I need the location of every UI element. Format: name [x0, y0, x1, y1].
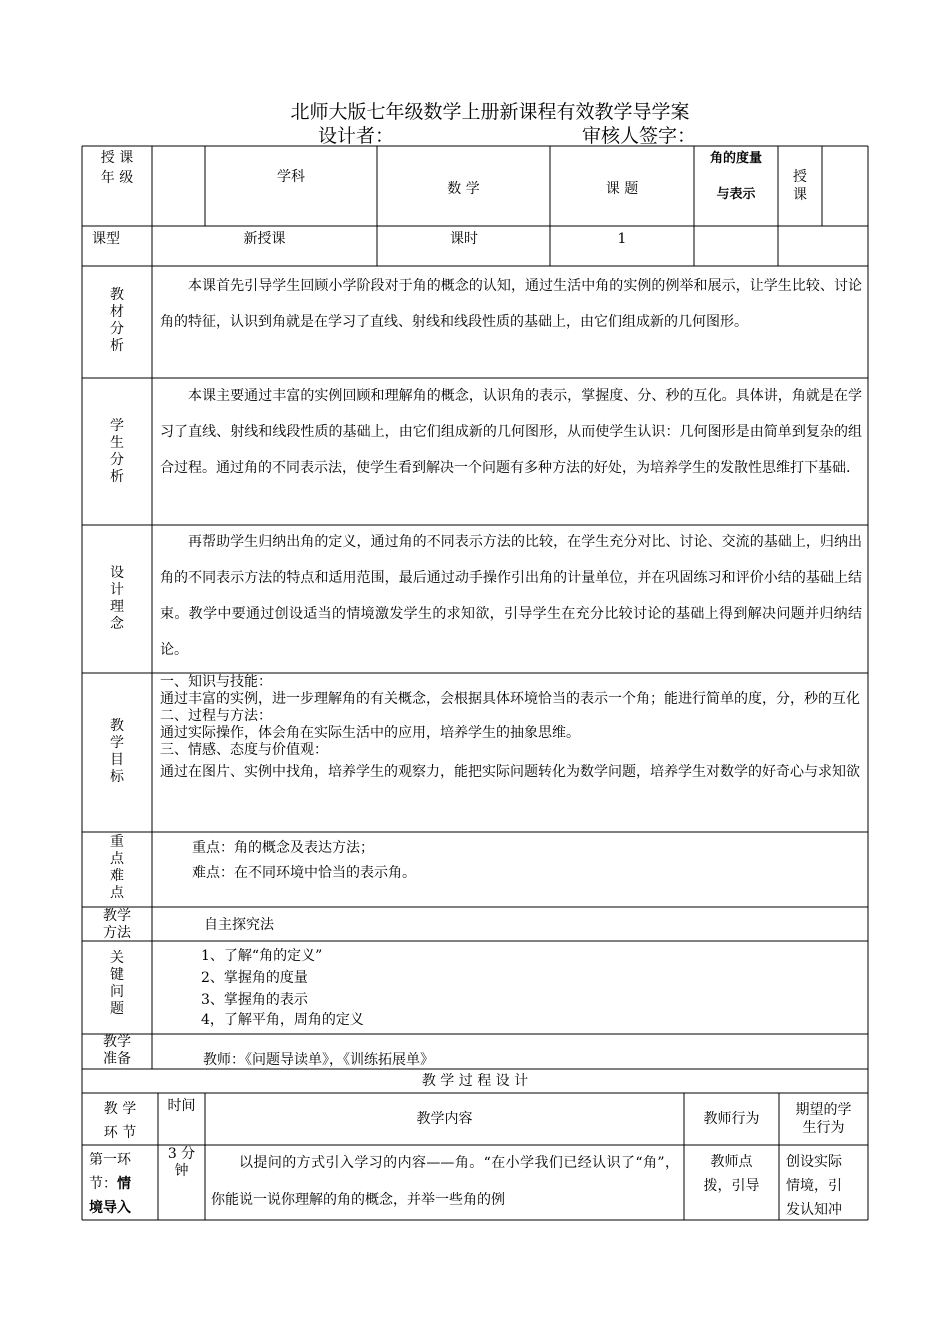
key-question-item: 1、了解“角的定义”	[201, 948, 323, 964]
process-banner: 教 学 过 程 设 计	[421, 1073, 529, 1089]
material-analysis-text: 本课首先引导学生回顾小学阶段对于角的概念的认知，通过生活中角的实例的例举和展示，让学生比较、讨论角的特征，认识到角就是在学习了直线、射线和线段性质的基础上，由它们组成新的几何图形。	[160, 278, 862, 330]
teaching-goals-content	[160, 674, 862, 785]
key-questions-list	[201, 945, 801, 1029]
material-analysis-label: 教 材 分 析	[110, 287, 124, 354]
topic-value: 角的度量 与表示	[709, 151, 762, 202]
teaching-prep-text: 教师：《问题导读单》，《训练拓展单》	[203, 1052, 434, 1068]
grade-label: 授 课 年 级	[100, 150, 134, 186]
stage-prefix: 第一环 节：	[89, 1152, 131, 1192]
design-concept-label: 设 计 理 念	[110, 565, 124, 632]
type-value: 新授课	[243, 231, 286, 247]
student-analysis-label: 学 生 分 析	[110, 418, 124, 485]
key-point: 重点：角的概念及表达方法；	[192, 840, 374, 856]
topic-label: 课 题	[605, 181, 639, 197]
key-question-item: 4，了解平角，周角的定义	[201, 1012, 364, 1028]
col-content-header: 教学内容	[416, 1111, 473, 1127]
stage-name: 情 境导入	[89, 1176, 131, 1216]
goals-heading-1: 一、知识与技能：	[160, 674, 272, 690]
key-questions-label: 关 键 问 题	[110, 950, 124, 1017]
col-student-header: 期望的学 生行为	[795, 1102, 852, 1136]
key-points-content	[192, 836, 852, 886]
content-cell: 以提问的方式引入学习的内容——角。“在小学我们已经认识了“角”，你能说一说你理解的角的概念，并举一些角的例	[211, 1155, 679, 1208]
col-time-header: 时间	[167, 1098, 196, 1114]
key-points-label: 重 点 难 点	[110, 834, 124, 901]
difficult-point: 难点：在不同环境中恰当的表示角。	[192, 865, 416, 881]
hours-value: 1	[617, 231, 627, 247]
stage-cell	[89, 1148, 157, 1220]
hours-label: 课时	[450, 231, 478, 247]
design-concept-text: 再帮助学生归纳出角的定义，通过角的不同表示方法的比较，在学生充分对比、讨论、交流的基础上，归纳出角的不同表示方法的特点和适用范围，最后通过动手操作引出角的计量单位，并在巩固练习和评价小结的基础上结束。教学中要通过创设适当的情境激发学生的求知欲，引导学生在充分比较讨论的基础上得到解决问题并归纳结论。	[160, 534, 862, 658]
teaching-goals-label: 教 学 目 标	[110, 718, 124, 785]
teaching-method-label: 教学 方法	[103, 908, 131, 941]
key-question-item: 2、掌握角的度量	[201, 970, 308, 986]
key-question-item: 3、掌握角的表示	[201, 992, 308, 1008]
goals-text-2: 通过实际操作，体会角在实际生活中的应用，培养学生的抽象思维。	[160, 725, 580, 741]
goals-heading-2: 二、过程与方法：	[160, 708, 272, 724]
student-behavior-cell: 创设实际 情境，引 发认知冲	[786, 1154, 842, 1218]
subject-label: 学科	[277, 169, 305, 185]
teaching-prep-label: 教学 准备	[103, 1034, 131, 1067]
type-label: 课型	[92, 231, 120, 247]
goals-text-1: 通过丰富的实例，进一步理解角的有关概念，会根据具体环境恰当的表示一个角；能进行简单的度，分，秒的互化	[160, 691, 860, 707]
document-title: 北师大版七年级数学上册新课程有效教学导学案	[290, 101, 690, 123]
col-teacher-header: 教师行为	[703, 1111, 760, 1127]
teacher-behavior-cell: 教师点 拨，引导	[703, 1154, 760, 1194]
time-cell: 3 分 钟	[167, 1146, 196, 1179]
teach-label: 授 课	[793, 169, 807, 203]
goals-heading-3: 三、情感、态度与价值观：	[160, 742, 328, 758]
goals-text-3: 通过在图片、实例中找角，培养学生的观察力，能把实际问题转化为数学问题，培养学生对数学的好奇心与求知欲	[160, 764, 860, 780]
student-analysis-text: 本课主要通过丰富的实例回顾和理解角的概念，认识角的表示，掌握度、分、秒的互化。具体讲，角就是在学习了直线、射线和线段性质的基础上，由它们组成新的几何图形，从而使学生认识：几何图形是由简单到复杂的组合过程。通过角的不同表示法，使学生看到解决一个问题有多种方法的好处，为培养学生的发散性思维打下基础.	[160, 388, 862, 476]
reviewer-label: 审核人签字：	[582, 125, 697, 147]
col-stage-header: 教 学 环 节	[103, 1101, 137, 1141]
teaching-method-text: 自主探究法	[204, 917, 274, 933]
designer-label: 设计者：	[318, 125, 395, 147]
subject-value: 数 学	[447, 181, 480, 197]
